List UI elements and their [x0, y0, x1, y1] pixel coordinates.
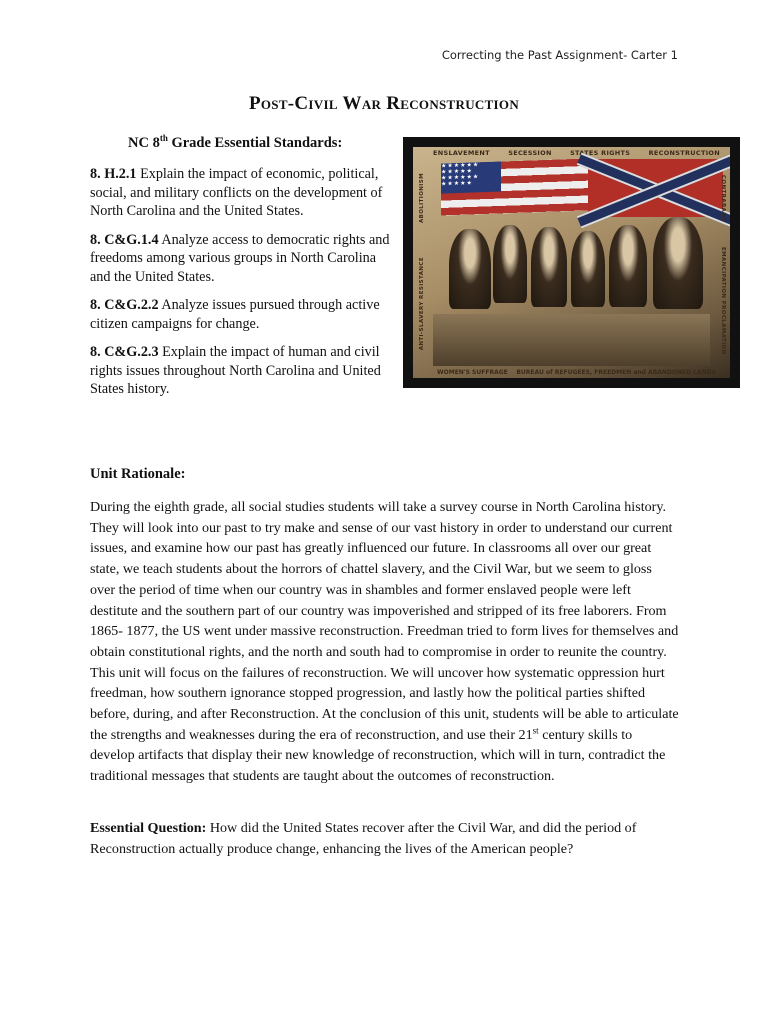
- standard-code: 8. C&G.2.2: [90, 297, 159, 313]
- standards-heading: NC 8th Grade Essential Standards:: [128, 133, 343, 151]
- collage-banner: ENSLAVEMENT SECESSION STATES RIGHTS RECONSTRUCTION: [433, 149, 720, 157]
- collage-side-label: ABOLITIONISM: [419, 173, 425, 224]
- standard-item: 8. C&G.2.2 Analyze issues pursued through active citizen campaigns for change.: [90, 297, 380, 332]
- portrait-figure: [449, 229, 491, 309]
- essential-question-label: Essential Question:: [90, 820, 207, 836]
- us-flag-graphic: ★★★★★★ ★★★★★ ★★★★★★ ★★★★★: [441, 158, 591, 215]
- running-header: Correcting the Past Assignment- Carter 1: [441, 48, 678, 62]
- standard-code: 8. C&G.1.4: [90, 231, 159, 248]
- portrait-figure: [609, 225, 647, 307]
- rationale-paragraph: During the eighth grade, all social studies students will take a survey course in North Carolina history. They will look into our past to try make and sense of our vast history in order to understand our current issues, and examine how our past has greatly influenced our future. In classrooms all over our great state, we teach students about the horrors of chattel slavery, and the Civil War, but we seem to gloss over the period of time when our country was in shambles and former enslaved people were left destitute and the southern part of our country was impoverished and stripped of its free laborers. From 1865- 1877, the US went under massive reconstruction. Freedman tried to form lives for themselves and obtain constitutional rights, and the north and south had to compromise in order to reunite the country. This unit will focus on the failures of reconstruction. We will uncover how systematic oppression hurt freedman, how southern ignorance stopped progression, and lastly how the political parties shifted before, during, and after Reconstruction. At the conclusion of this unit, students will be able to articulate the strengths and weaknesses during the era of reconstruction, and use their 21st century skills to develop artifacts that display their new knowledge of reconstruction, which will in turn, contradict the traditional messages that students are taught about the outcomes of reconstruction.: [90, 499, 679, 785]
- portrait-figure: [493, 225, 527, 303]
- standard-item: 8. H.2.1 Explain the impact of economic, political, social, and military conflicts on the development of North Carolina and the United States.: [90, 166, 383, 219]
- standard-code: 8. H.2.1: [90, 166, 137, 182]
- standards-list: [90, 165, 390, 409]
- collage-side-label: ANTI-SLAVERY RESISTANCE: [419, 257, 425, 351]
- collage-street-scene: [433, 314, 710, 366]
- portrait-figure: [653, 217, 703, 309]
- reconstruction-collage-image: [403, 137, 740, 388]
- portrait-figure: [531, 227, 567, 307]
- rationale-heading: Unit Rationale:: [90, 466, 186, 482]
- collage-inner: [413, 147, 730, 378]
- page-title: Post-Civil War Reconstruction: [248, 93, 520, 114]
- standard-code: 8. C&G.2.3: [90, 344, 159, 360]
- standard-item: 8. C&G.2.3 Explain the impact of human and civil rights issues throughout North Carolina and United States history.: [90, 344, 381, 397]
- collage-side-label: EMANCIPATION PROCLAMATION: [720, 247, 726, 355]
- collage-side-label: CONTRABAND: [720, 175, 726, 223]
- standard-item: 8. C&G.1.4 Analyze access to democratic rights and freedoms among various groups in North Carolina and the United States.: [90, 231, 390, 285]
- essential-question: Essential Question: How did the United States recover after the Civil War, and did the period of Reconstruction actually produce change, enhancing the lives of the American people?: [90, 820, 637, 857]
- portrait-figure: [571, 231, 605, 307]
- collage-footer: WOMEN'S SUFFRAGE BUREAU of REFUGEES, FREEDMEN and ABANDONED LANDS: [437, 369, 716, 376]
- confederate-flag-graphic: [588, 159, 723, 217]
